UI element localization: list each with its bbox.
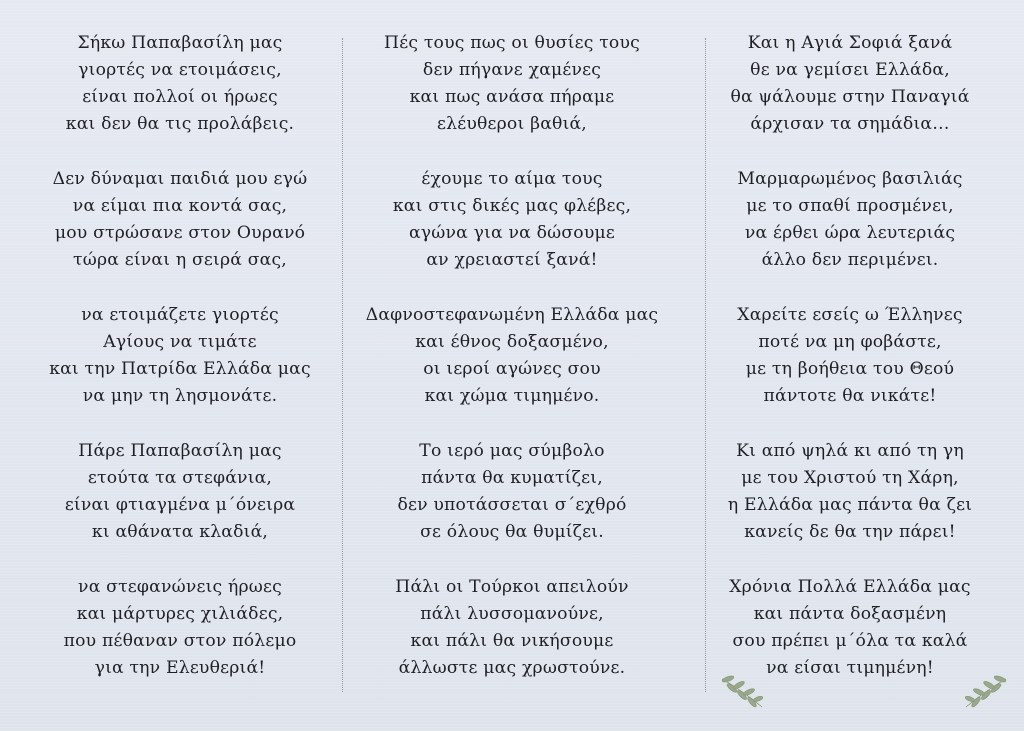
verse-line: που πέθαναν στον πόλεμο xyxy=(63,631,297,651)
verse-line: ποτέ να μη φοβάστε, xyxy=(758,332,942,352)
verse-line: και πως ανάσα πήραμε xyxy=(409,87,615,107)
verse-line: πάντα θα κυματίζει, xyxy=(421,468,603,488)
verse-line: Δεν δύναμαι παιδιά μου εγώ xyxy=(52,169,308,189)
verse-line: κι αθάνατα κλαδιά, xyxy=(91,522,269,542)
verse-line: Χρόνια Πολλά Ελλάδα μας xyxy=(729,577,971,597)
verse-line: δεν υποτάσσεται σ΄εχθρό xyxy=(397,495,627,515)
verse-line: θα ψάλουμε στην Παναγιά xyxy=(730,87,970,107)
verse-line: γιορτές να ετοιμάσεις, xyxy=(78,60,282,80)
verse-line: να στεφανώνεις ήρωες xyxy=(78,577,282,597)
stanza xyxy=(20,30,340,138)
verse-line: Αγίους να τιμάτε xyxy=(103,332,257,352)
verse-line: Δαφνοστεφανωμένη Ελλάδα μας xyxy=(365,305,659,325)
stanza xyxy=(690,302,1010,410)
stanza xyxy=(20,302,340,410)
stanza xyxy=(690,166,1010,274)
verse-line: και στις δικές μας φλέβες, xyxy=(392,196,632,216)
stanza xyxy=(352,302,672,410)
verse-line: και μάρτυρες χιλιάδες, xyxy=(76,604,284,624)
verse-line: και έθνος δοξασμένο, xyxy=(415,332,609,352)
verse-line: και πάλι θα νικήσουμε xyxy=(410,631,614,651)
olive-sprig-icon xyxy=(960,673,1010,711)
stanza xyxy=(352,574,672,682)
verse-line: για την Ελευθεριά! xyxy=(94,658,266,678)
verse-line: Πάρε Παπαβασίλη μας xyxy=(78,441,282,461)
verse-line: με τη βοήθεια του Θεού xyxy=(745,359,955,379)
verse-line: έχουμε το αίμα τους xyxy=(421,169,603,189)
verse-line: να ετοιμάζετε γιορτές xyxy=(81,305,279,325)
verse-line: ελέυθεροι βαθιά, xyxy=(437,114,587,134)
verse-line: κανείς δε θα την πάρει! xyxy=(744,522,956,542)
verse-line: μου στρώσανε στον Ουρανό xyxy=(54,223,306,243)
stanza xyxy=(352,166,672,274)
verse-line: και χώμα τιμημένο. xyxy=(424,386,600,406)
stanza xyxy=(20,166,340,274)
column-divider xyxy=(342,38,343,692)
verse-line: οι ιεροί αγώνες σου xyxy=(423,359,601,379)
verse-line: η Ελλάδα μας πάντα θα ζει xyxy=(727,495,973,515)
verse-line: τώρα είναι η σειρά σας, xyxy=(73,250,287,270)
verse-line: Μαρμαρωμένος βασιλιάς xyxy=(737,169,963,189)
verse-line: Πές τους πως οι θυσίες τους xyxy=(384,33,640,53)
verse-line: άλλωστε μας χρωστούνε. xyxy=(398,658,626,678)
stanza xyxy=(20,438,340,546)
stanza xyxy=(690,574,1010,682)
poem-column-2 xyxy=(352,30,672,710)
verse-line: και την Πατρίδα Ελλάδα μας xyxy=(49,359,311,379)
verse-line: σου πρέπει μ΄όλα τα καλά xyxy=(732,631,968,651)
verse-line: πάντοτε θα νικάτε! xyxy=(763,386,937,406)
verse-line: άρχισαν τα σημάδια… xyxy=(750,114,950,134)
olive-sprig-icon xyxy=(718,673,768,711)
verse-line: είναι φτιαγμένα μ΄όνειρα xyxy=(64,495,296,515)
verse-line: με το σπαθί προσμένει, xyxy=(746,196,954,216)
verse-line: είναι πολλοί οι ήρωες xyxy=(82,87,278,107)
verse-line: Πάλι οι Τούρκοι απειλούν xyxy=(395,577,629,597)
verse-line: Σήκω Παπαβασίλη μας xyxy=(77,33,283,53)
verse-line: και πάντα δοξασμένη xyxy=(753,604,947,624)
poem-column-3 xyxy=(690,30,1010,710)
stanza xyxy=(690,30,1010,138)
verse-line: να έρθει ώρα λευτεριάς xyxy=(744,223,956,243)
verse-line: και δεν θα τις προλάβεις. xyxy=(65,114,295,134)
verse-line: να είσαι τιμημένη! xyxy=(766,658,934,678)
verse-line: να μην τη λησμονάτε. xyxy=(82,386,278,406)
verse-line: άλλο δεν περιμένει. xyxy=(761,250,939,270)
verse-line: θε να γεμίσει Ελλάδα, xyxy=(750,60,950,80)
verse-line: αν χρειαστεί ξανά! xyxy=(426,250,598,270)
poem-column-1 xyxy=(20,30,340,710)
verse-line: Χαρείτε εσείς ω Έλληνες xyxy=(737,305,963,325)
verse-line: αγώνα για να δώσουμε xyxy=(409,223,615,243)
verse-line: Και η Αγιά Σοφιά ξανά xyxy=(747,33,953,53)
stanza xyxy=(690,438,1010,546)
verse-line: Το ιερό μας σύμβολο xyxy=(419,441,605,461)
verse-line: δεν πήγανε χαμένες xyxy=(422,60,602,80)
stanza xyxy=(352,438,672,546)
verse-line: Κι από ψηλά κι από τη γη xyxy=(736,441,964,461)
verse-line: με του Χριστού τη Χάρη, xyxy=(741,468,959,488)
stanza xyxy=(20,574,340,682)
verse-line: πάλι λυσσομανούνε, xyxy=(420,604,604,624)
verse-line: σε όλους θα θυμίζει. xyxy=(420,522,604,542)
verse-line: ετούτα τα στεφάνια, xyxy=(87,468,273,488)
stanza xyxy=(352,30,672,138)
verse-line: να είμαι πια κοντά σας, xyxy=(72,196,288,216)
